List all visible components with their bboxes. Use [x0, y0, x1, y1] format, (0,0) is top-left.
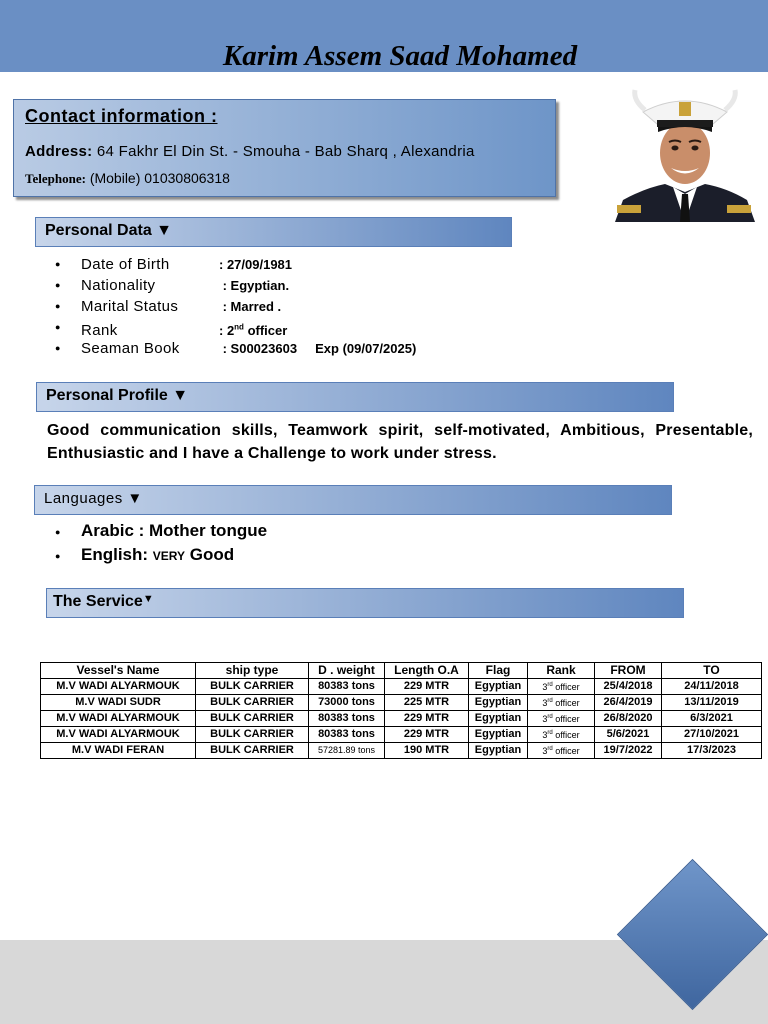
table-row	[41, 695, 762, 711]
table-row	[41, 743, 762, 759]
rank-num: 3	[542, 746, 548, 756]
english-very: VERY	[152, 549, 186, 563]
personal-data-title: Personal Data ▼	[45, 222, 172, 239]
officer-portrait-image	[615, 88, 755, 222]
cell-vessel: M.V WADI FERAN	[41, 743, 196, 759]
table-row	[41, 679, 762, 695]
rank-txt: officer	[552, 730, 580, 740]
personal-profile-header	[36, 382, 674, 412]
nationality-value: : Egyptian.	[219, 278, 290, 293]
col-dead-weight: D . weight	[309, 663, 385, 679]
rank-num: 3	[542, 714, 548, 724]
col-ship-type: ship type	[196, 663, 309, 679]
col-flag: Flag	[469, 663, 528, 679]
rank-txt: officer	[552, 714, 580, 724]
contact-title: Contact information :	[25, 106, 218, 126]
rank-value	[219, 323, 287, 338]
list-item	[55, 543, 267, 567]
languages-title: Languages ▼	[44, 490, 143, 507]
cell-rank	[528, 743, 595, 759]
service-title	[53, 593, 154, 611]
list-item	[55, 296, 416, 317]
address-value: 64 Fakhr El Din St. - Smouha - Bab Sharq , Alexandria	[96, 143, 475, 160]
rank-num: 3	[542, 698, 548, 708]
table-row	[41, 727, 762, 743]
service-title-arrow: ▼	[142, 593, 154, 605]
contact-box	[13, 99, 556, 197]
seaman-book-label: Seaman Book	[81, 340, 180, 357]
personal-data-header	[35, 217, 512, 247]
cell-from: 19/7/2022	[595, 743, 662, 759]
cell-rank	[528, 711, 595, 727]
service-header	[46, 588, 684, 618]
languages-header	[34, 485, 672, 515]
marital-status-label: Marital Status	[81, 298, 179, 315]
cell-vessel: M.V WADI ALYARMOUK	[41, 727, 196, 743]
cell-to: 6/3/2021	[662, 711, 762, 727]
service-title-text: The Service	[53, 593, 143, 610]
personal-data-list	[55, 254, 416, 359]
cell-dwt: 80383 tons	[309, 711, 385, 727]
dob-label: Date of Birth	[81, 256, 170, 273]
cell-flag: Egyptian	[469, 695, 528, 711]
cell-dwt: 57281.89 tons	[309, 743, 385, 759]
phone-value: (Mobile) 01030806318	[89, 170, 230, 186]
rank-txt: officer	[552, 682, 580, 692]
cell-length: 229 MTR	[385, 711, 469, 727]
cell-to: 13/11/2019	[662, 695, 762, 711]
cell-flag: Egyptian	[469, 743, 528, 759]
col-from: FROM	[595, 663, 662, 679]
cell-length: 229 MTR	[385, 727, 469, 743]
profile-photo	[615, 88, 755, 222]
cell-flag: Egyptian	[469, 679, 528, 695]
cell-type: BULK CARRIER	[196, 695, 309, 711]
col-rank: Rank	[528, 663, 595, 679]
languages-list	[55, 519, 267, 567]
cell-length: 225 MTR	[385, 695, 469, 711]
cell-vessel: M.V WADI SUDR	[41, 695, 196, 711]
rank-sup: rd	[547, 714, 553, 720]
rank-sup: rd	[547, 682, 553, 688]
rank-sup: rd	[547, 698, 553, 704]
candidate-name: Karim Assem Saad Mohamed	[222, 40, 578, 72]
cell-from: 25/4/2018	[595, 679, 662, 695]
cell-flag: Egyptian	[469, 727, 528, 743]
cell-length: 190 MTR	[385, 743, 469, 759]
cell-dwt: 80383 tons	[309, 679, 385, 695]
list-item	[55, 254, 416, 275]
seaman-book-value: : S00023603 Exp (09/07/2025)	[219, 341, 417, 356]
rank-label: Rank	[81, 322, 118, 340]
cell-type: BULK CARRIER	[196, 743, 309, 759]
address-label: Address:	[25, 143, 93, 160]
cell-to: 17/3/2023	[662, 743, 762, 759]
profile-text: Good communication skills, Teamwork spirit, self-motivated, Ambitious, Presentable, Enthusiastic and I have a Challenge to work under stress.	[47, 422, 753, 462]
cell-rank	[528, 727, 595, 743]
cell-type: BULK CARRIER	[196, 679, 309, 695]
cell-rank	[528, 679, 595, 695]
list-item	[55, 338, 416, 359]
cell-flag: Egyptian	[469, 711, 528, 727]
english-label: English:	[81, 545, 153, 564]
cell-rank	[528, 695, 595, 711]
arabic-language: Arabic : Mother tongue	[81, 521, 268, 540]
dob-value: : 27/09/1981	[219, 257, 293, 272]
cell-to: 24/11/2018	[662, 679, 762, 695]
cell-to: 27/10/2021	[662, 727, 762, 743]
cell-length: 229 MTR	[385, 679, 469, 695]
col-to: TO	[662, 663, 762, 679]
cell-vessel: M.V WADI ALYARMOUK	[41, 679, 196, 695]
english-good: Good	[185, 545, 235, 564]
cell-type: BULK CARRIER	[196, 711, 309, 727]
cell-from: 26/8/2020	[595, 711, 662, 727]
table-header-row	[41, 663, 762, 679]
cell-dwt: 73000 tons	[309, 695, 385, 711]
cell-from: 5/6/2021	[595, 727, 662, 743]
nationality-label: Nationality	[81, 277, 156, 294]
list-item	[55, 275, 416, 296]
cell-from: 26/4/2019	[595, 695, 662, 711]
rank-sup: rd	[547, 730, 553, 736]
list-item	[55, 317, 416, 338]
personal-profile-title: Personal Profile ▼	[46, 387, 189, 404]
list-item	[55, 519, 267, 543]
cell-vessel: M.V WADI ALYARMOUK	[41, 711, 196, 727]
col-vessel-name: Vessel's Name	[41, 663, 196, 679]
rank-num: 3	[542, 730, 548, 740]
cell-dwt: 80383 tons	[309, 727, 385, 743]
address-line	[25, 143, 475, 160]
rank-txt: officer	[552, 746, 580, 756]
rank-value-post: officer	[243, 323, 288, 339]
phone-line	[25, 170, 230, 187]
col-length: Length O.A	[385, 663, 469, 679]
service-table	[40, 662, 762, 759]
rank-num: 3	[542, 682, 548, 692]
phone-label: Telephone:	[25, 171, 86, 186]
rank-txt: officer	[552, 698, 580, 708]
rank-value-sup: nd	[234, 323, 244, 332]
cell-type: BULK CARRIER	[196, 727, 309, 743]
marital-status-value: : Marred .	[219, 299, 282, 314]
rank-value-pre: : 2	[219, 323, 235, 339]
table-row	[41, 711, 762, 727]
rank-sup: rd	[547, 746, 553, 752]
